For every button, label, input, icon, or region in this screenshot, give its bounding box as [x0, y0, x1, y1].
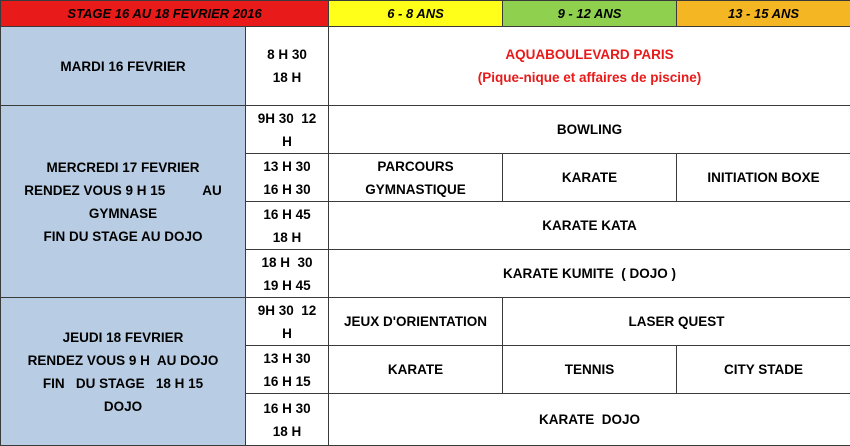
time-slot [246, 202, 329, 250]
day-tuesday [1, 27, 246, 106]
activity-karate: KARATE [329, 346, 503, 394]
activity-karate-dojo: KARATE DOJO [329, 394, 850, 446]
activity-karate-kata: KARATE KATA [329, 202, 850, 250]
time-end: 18 H [250, 420, 324, 443]
time-slot [246, 298, 329, 346]
age-group-13-15: 13 - 15 ANS [677, 1, 850, 27]
activity-karate-kumite: KARATE KUMITE ( DOJO ) [329, 250, 850, 298]
activity-tennis: TENNIS [503, 346, 677, 394]
day-meeting: RENDEZ VOUS 9 H AU DOJO [5, 349, 241, 372]
time-slot [246, 394, 329, 446]
time-start: 13 H 30 [250, 347, 324, 370]
schedule-row [1, 298, 850, 346]
time-end: 19 H 45 [250, 274, 324, 297]
time-start: 16 H 45 [250, 203, 324, 226]
stage-title: STAGE 16 AU 18 FEVRIER 2016 [1, 1, 329, 27]
day-meeting: RENDEZ VOUS 9 H 15 AU [5, 179, 241, 202]
activity-karate: KARATE [503, 154, 677, 202]
day-label: JEUDI 18 FEVRIER [5, 326, 241, 349]
day-end-place: DOJO [5, 395, 241, 418]
time-start: 18 H 30 [250, 251, 324, 274]
day-meeting-place: GYMNASE [5, 202, 241, 225]
time-end: 16 H 30 [250, 178, 324, 201]
day-end: FIN DU STAGE 18 H 15 [5, 372, 241, 395]
time-start: 9H 30 12 [250, 299, 324, 322]
age-group-9-12: 9 - 12 ANS [503, 1, 677, 27]
activity-initiation-boxe: INITIATION BOXE [677, 154, 850, 202]
day-end: FIN DU STAGE AU DOJO [5, 225, 241, 248]
schedule-row [1, 27, 850, 106]
time-slot [246, 106, 329, 154]
time-end: 18 H [250, 66, 324, 89]
schedule-row [1, 106, 850, 154]
activity-aquaboulevard [329, 27, 850, 106]
time-start: 8 H 30 [250, 43, 324, 66]
time-start: 13 H 30 [250, 155, 324, 178]
activity-city-stade: CITY STADE [677, 346, 850, 394]
day-thursday [1, 298, 246, 446]
activity-jeux-orientation: JEUX D'ORIENTATION [329, 298, 503, 346]
time-slot [246, 346, 329, 394]
activity-laser-quest: LASER QUEST [503, 298, 850, 346]
day-label: MARDI 16 FEVRIER [5, 55, 241, 78]
time-end: H [250, 322, 324, 345]
time-end: H [250, 130, 324, 153]
activity-bowling: BOWLING [329, 106, 850, 154]
activity-label: AQUABOULEVARD PARIS [333, 43, 846, 66]
time-start: 16 H 30 [250, 397, 324, 420]
time-slot [246, 27, 329, 106]
activity-note: (Pique-nique et affaires de piscine) [333, 66, 846, 89]
age-group-6-8: 6 - 8 ANS [329, 1, 503, 27]
header-row [1, 1, 850, 27]
time-slot [246, 250, 329, 298]
time-slot [246, 154, 329, 202]
time-end: 18 H [250, 226, 324, 249]
time-end: 16 H 15 [250, 370, 324, 393]
activity-parcours-gymnastique: PARCOURS GYMNASTIQUE [329, 154, 503, 202]
day-wednesday [1, 106, 246, 298]
time-start: 9H 30 12 [250, 107, 324, 130]
day-label: MERCREDI 17 FEVRIER [5, 156, 241, 179]
